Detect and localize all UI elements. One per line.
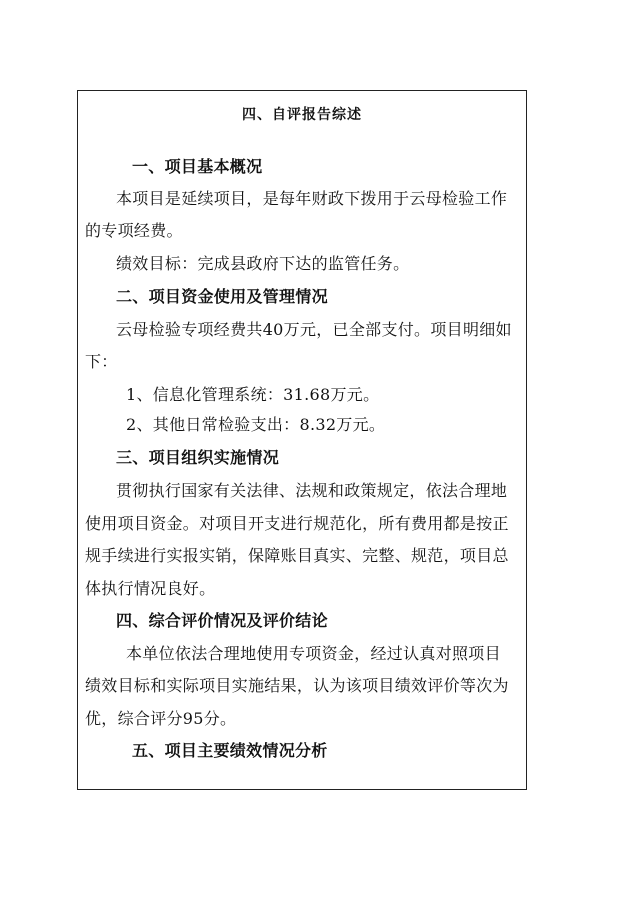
- paragraph-line: 贯彻执行国家有关法律、法规和政策规定，依法合理地: [116, 481, 508, 500]
- heading-implementation: 三、项目组织实施情况: [116, 448, 280, 467]
- list-item: 1、信息化管理系统：31.68万元。: [126, 385, 380, 404]
- heading-fund-usage: 二、项目资金使用及管理情况: [116, 287, 328, 306]
- section-title: 四、自评报告综述: [242, 107, 362, 123]
- report-frame: [77, 90, 527, 790]
- paragraph-line: 规手续进行实报实销，保障账目真实、完整、规范，项目总: [85, 546, 509, 565]
- paragraph-line: 绩效目标：完成县政府下达的监管任务。: [116, 254, 410, 273]
- paragraph-line: 云母检验专项经费共40万元，已全部支付。项目明细如: [116, 320, 512, 339]
- paragraph-line: 本单位依法合理地使用专项资金，经过认真对照项目: [126, 644, 501, 663]
- paragraph-line: 使用项目资金。对项目开支进行规范化，所有费用都是按正: [85, 514, 509, 533]
- paragraph-line: 体执行情况良好。: [85, 579, 216, 598]
- paragraph-line: 的专项经费。: [85, 221, 183, 240]
- paragraph-line: 本项目是延续项目，是每年财政下拨用于云母检验工作: [116, 189, 508, 208]
- heading-evaluation: 四、综合评价情况及评价结论: [116, 611, 328, 630]
- heading-performance-analysis: 五、项目主要绩效情况分析: [132, 741, 328, 760]
- list-item: 2、其他日常检验支出：8.32万元。: [126, 415, 386, 434]
- paragraph-line: 优，综合评分95分。: [85, 709, 237, 728]
- paragraph-line: 绩效目标和实际项目实施结果，认为该项目绩效评价等次为: [85, 676, 509, 695]
- heading-project-overview: 一、项目基本概况: [132, 157, 263, 176]
- paragraph-line: 下：: [85, 352, 118, 371]
